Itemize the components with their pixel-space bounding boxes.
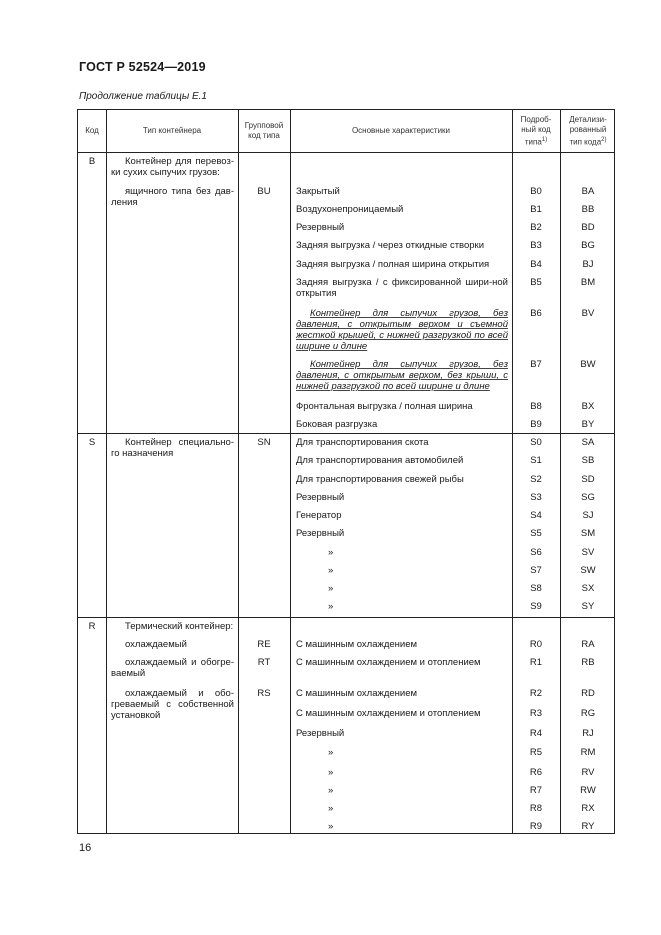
detailed-type-code: RJ (582, 728, 594, 739)
section-code: R (88, 621, 96, 632)
detail-code: R5 (529, 747, 543, 758)
detailed-type-code: SY (581, 601, 595, 612)
characteristic: Закрытый (296, 186, 340, 197)
group-code: SN (257, 437, 271, 448)
characteristic: Для транспортирования автомобилей (296, 455, 464, 466)
container-type-table (77, 109, 615, 834)
ditto-mark: » (328, 767, 334, 778)
detail-code: R3 (529, 708, 543, 719)
detail-code: S7 (530, 565, 542, 576)
detail-code: B8 (530, 401, 542, 412)
group-code: BU (257, 186, 271, 197)
detail-code: B6 (530, 308, 542, 319)
ditto-mark: » (328, 803, 334, 814)
detail-code: R7 (529, 785, 543, 796)
characteristic: Задняя выгрузка / через откидные створки (296, 240, 485, 251)
detail-code: B3 (530, 240, 542, 251)
characteristic: Задняя выгрузка / с фиксированной шири-ной открытия (296, 277, 508, 299)
type-description: охлаждаемый и обогре-ваемый (111, 657, 234, 679)
detailed-type-code: BG (581, 240, 595, 251)
detail-code: B1 (530, 204, 542, 215)
detail-code: S1 (530, 455, 542, 466)
detail-code: S2 (530, 474, 542, 485)
type-description: ящичного типа без дав-ления (111, 186, 234, 208)
detailed-type-code: BA (581, 186, 595, 197)
detailed-type-code: RV (581, 767, 595, 778)
ditto-mark: » (328, 565, 334, 576)
characteristic: Резервный (296, 222, 345, 233)
characteristic: Контейнер для сыпучих грузов, без давления, с открытым верхом и съемной жесткой крышей, с нижней разгрузкой по всей ширине и длине (296, 308, 508, 352)
detail-code: B4 (530, 259, 542, 270)
detail-code: R0 (529, 639, 543, 650)
detailed-type-code: SA (581, 437, 595, 448)
col-header-detailed-type: Детализи-рованный тип кода$^{2)}$ (569, 114, 607, 147)
detailed-type-code: BW (580, 359, 596, 370)
type-description: Термический контейнер: (125, 621, 234, 632)
characteristic: С машинным охлаждением и отоплением (296, 708, 481, 719)
detailed-type-code: SX (581, 583, 595, 594)
characteristic: Резервный (296, 492, 345, 503)
document-title: ГОСТ Р 52524—2019 (79, 60, 206, 74)
ditto-mark: » (328, 547, 334, 558)
detail-code: R1 (529, 657, 543, 668)
detailed-type-code: RB (581, 657, 595, 668)
ditto-mark: » (328, 747, 334, 758)
detail-code: B0 (530, 186, 542, 197)
detail-code: S8 (530, 583, 542, 594)
group-code: RS (257, 688, 271, 699)
characteristic: Резервный (296, 528, 345, 539)
detailed-type-code: BD (581, 222, 595, 233)
detailed-type-code: BB (581, 204, 595, 215)
detail-code: B2 (530, 222, 542, 233)
detail-code: S0 (530, 437, 542, 448)
table-caption: Продолжение таблицы Е.1 (79, 91, 207, 102)
detail-code: B7 (530, 359, 542, 370)
col-header-detail-code: Подроб-ный код типа$^{1)}$ (520, 114, 552, 147)
detail-code: S6 (530, 547, 542, 558)
characteristic: Задняя выгрузка / полная ширина открытия (296, 259, 490, 270)
section-code: S (88, 437, 96, 448)
detail-code: R8 (529, 803, 543, 814)
type-description: охлаждаемый (125, 639, 187, 650)
ditto-mark: » (328, 821, 334, 832)
characteristic: С машинным охлаждением (296, 688, 418, 699)
characteristic: С машинным охлаждением (296, 639, 418, 650)
detail-code: R6 (529, 767, 543, 778)
detailed-type-code: RX (581, 803, 595, 814)
group-code: RE (257, 639, 271, 650)
col-header-code: Код (85, 126, 99, 135)
detail-code: S3 (530, 492, 542, 503)
characteristic: Контейнер для сыпучих грузов, без давления, с открытым верхом, без крыши, с нижней разгрузкой по всей ширине и длине (296, 359, 508, 392)
ditto-mark: » (328, 583, 334, 594)
detail-code: S9 (530, 601, 542, 612)
detailed-type-code: SG (581, 492, 595, 503)
detail-code: S5 (530, 528, 542, 539)
characteristic: Воздухонепроницаемый (296, 204, 404, 215)
type-description: охлаждаемый и обо-греваемый с собственной установкой (111, 688, 234, 721)
detailed-type-code: SV (581, 547, 595, 558)
section-code: B (88, 156, 96, 167)
detailed-type-code: BJ (582, 259, 594, 270)
characteristic: С машинным охлаждением и отоплением (296, 657, 481, 668)
detailed-type-code: RM (580, 747, 596, 758)
detail-code: R9 (529, 821, 543, 832)
type-description: Контейнер для перевоз-ки сухих сыпучих грузов: (111, 156, 234, 178)
characteristic: Фронтальная выгрузка / полная ширина (296, 401, 473, 412)
characteristic: Для транспортирования свежей рыбы (296, 474, 464, 485)
ditto-mark: » (328, 601, 334, 612)
page-number: 16 (79, 842, 92, 854)
detailed-type-code: SW (580, 565, 596, 576)
detailed-type-code: SB (581, 455, 595, 466)
detailed-type-code: RD (581, 688, 595, 699)
detailed-type-code: RG (580, 708, 596, 719)
detailed-type-code: SM (580, 528, 596, 539)
detailed-type-code: BM (580, 277, 596, 288)
group-code: RT (257, 657, 271, 668)
characteristic: Боковая разгрузка (296, 419, 378, 430)
detailed-type-code: BV (581, 308, 595, 319)
col-header-type: Тип контейнера (142, 126, 202, 135)
detail-code: B9 (530, 419, 542, 430)
detail-code: R4 (529, 728, 543, 739)
detailed-type-code: RW (580, 785, 596, 796)
detailed-type-code: BX (581, 401, 595, 412)
col-header-group: Групповой код типа (244, 121, 284, 140)
col-header-characteristics: Основные характеристики (351, 126, 451, 135)
detailed-type-code: SJ (582, 510, 594, 521)
detailed-type-code: RY (581, 821, 595, 832)
detailed-type-code: SD (581, 474, 595, 485)
type-description: Контейнер специально-го назначения (111, 437, 234, 459)
detail-code: S4 (530, 510, 542, 521)
characteristic: Резервный (296, 728, 345, 739)
ditto-mark: » (328, 785, 334, 796)
detailed-type-code: BY (581, 419, 595, 430)
detail-code: B5 (530, 277, 542, 288)
detail-code: R2 (529, 688, 543, 699)
characteristic: Для транспортирования скота (296, 437, 429, 448)
detailed-type-code: RA (581, 639, 595, 650)
characteristic: Генератор (296, 510, 342, 521)
